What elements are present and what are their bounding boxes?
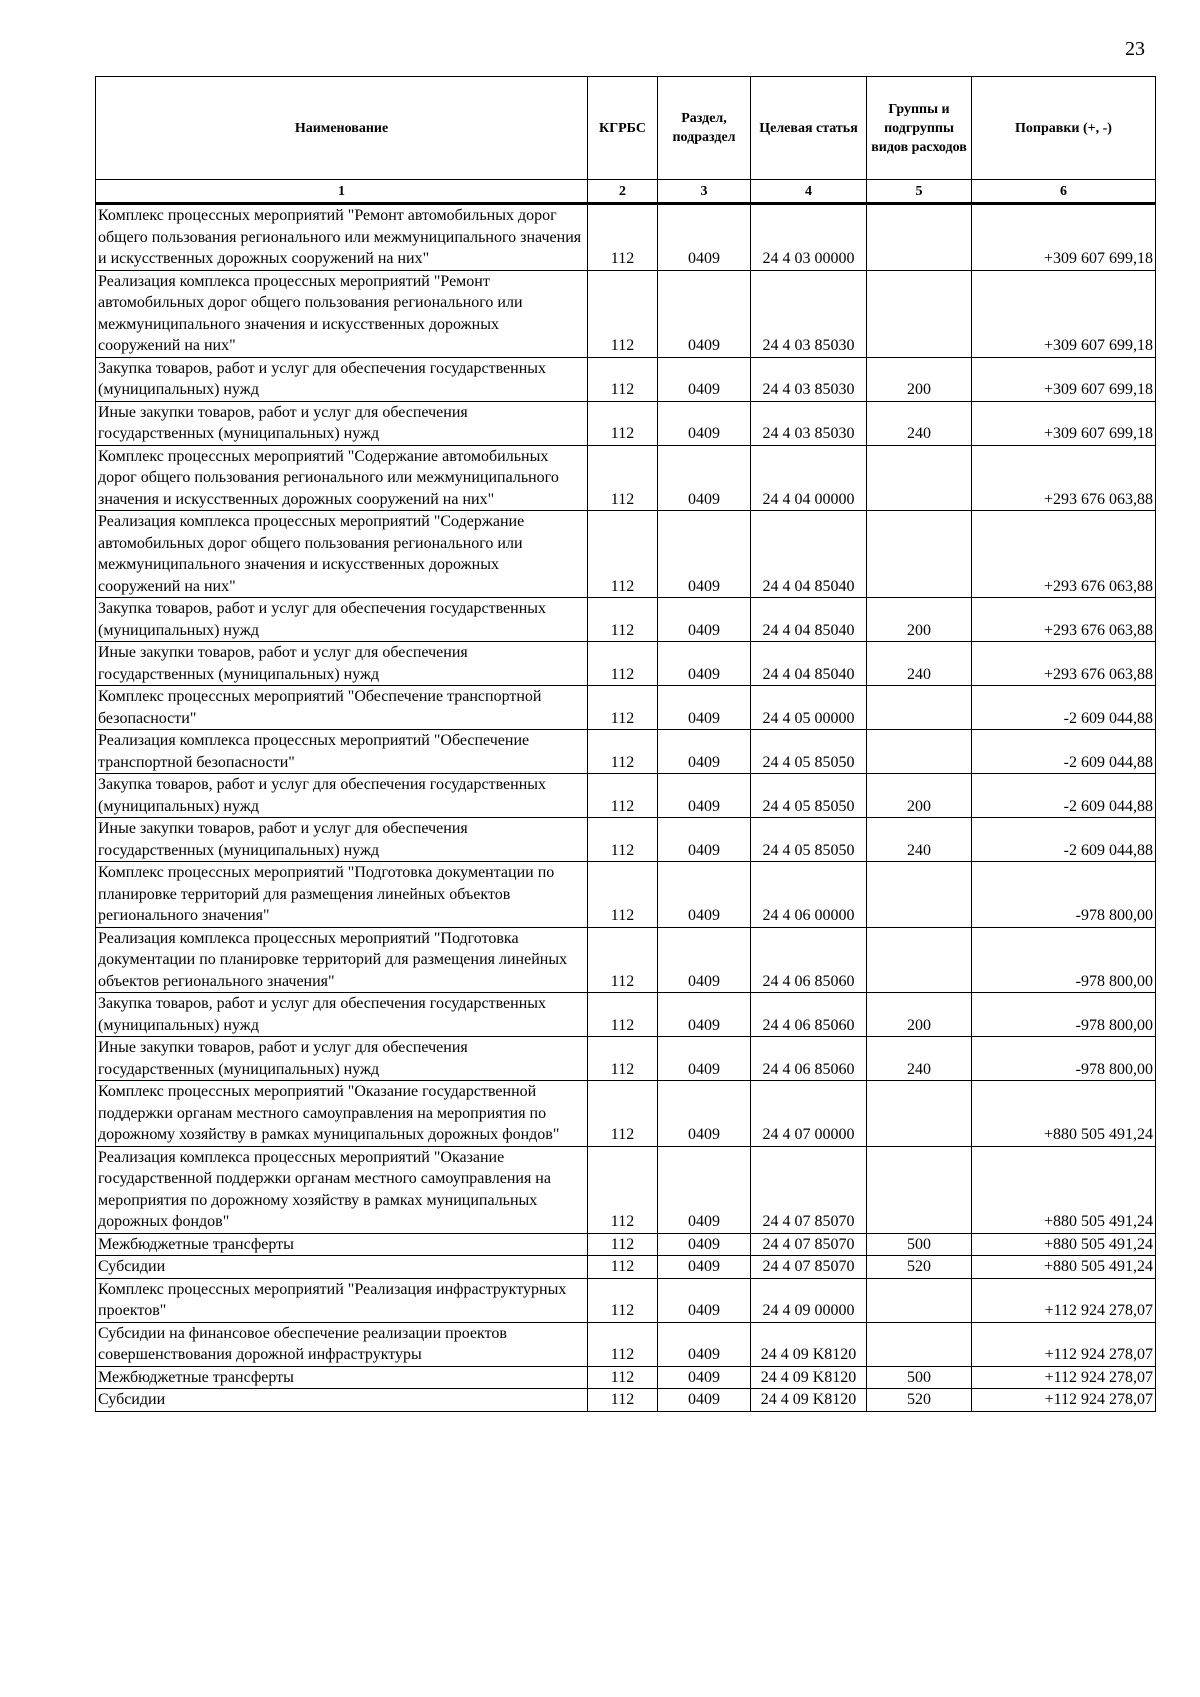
row-group: 240	[867, 1037, 972, 1081]
row-target: 24 4 03 85030	[751, 270, 867, 357]
row-target: 24 4 06 00000	[751, 862, 867, 928]
row-group: 500	[867, 1366, 972, 1389]
table-row	[96, 1389, 1156, 1412]
row-kgrbs: 112	[588, 774, 658, 818]
row-group: 520	[867, 1389, 972, 1412]
row-amount: +112 924 278,07	[972, 1278, 1156, 1322]
row-section: 0409	[658, 511, 751, 598]
column-number-row	[96, 180, 1156, 204]
row-kgrbs: 112	[588, 401, 658, 445]
row-section: 0409	[658, 1278, 751, 1322]
row-name: Реализация комплекса процессных мероприятий "Подготовка документации по планировке территорий для размещения линейных объектов регионального значения"	[96, 927, 588, 993]
row-section: 0409	[658, 927, 751, 993]
header-group: Группы и подгруппы видов расходов	[867, 77, 972, 180]
table-row	[96, 511, 1156, 598]
row-section: 0409	[658, 270, 751, 357]
row-name: Реализация комплекса процессных мероприятий "Ремонт автомобильных дорог общего пользования регионального или межмуниципального значения и искусственных дорожных сооружений на них"	[96, 270, 588, 357]
table-row	[96, 993, 1156, 1037]
row-group	[867, 445, 972, 511]
row-kgrbs: 112	[588, 204, 658, 271]
row-section: 0409	[658, 445, 751, 511]
row-kgrbs: 112	[588, 1233, 658, 1256]
row-section: 0409	[658, 1366, 751, 1389]
row-kgrbs: 112	[588, 511, 658, 598]
row-target: 24 4 04 00000	[751, 445, 867, 511]
row-section: 0409	[658, 357, 751, 401]
row-target: 24 4 09 K8120	[751, 1389, 867, 1412]
row-amount: +112 924 278,07	[972, 1389, 1156, 1412]
row-section: 0409	[658, 730, 751, 774]
row-target: 24 4 07 85070	[751, 1256, 867, 1279]
table-row	[96, 686, 1156, 730]
row-amount: +880 505 491,24	[972, 1256, 1156, 1279]
row-amount: +309 607 699,18	[972, 401, 1156, 445]
row-kgrbs: 112	[588, 270, 658, 357]
row-group	[867, 511, 972, 598]
row-kgrbs: 112	[588, 927, 658, 993]
row-target: 24 4 04 85040	[751, 598, 867, 642]
row-group	[867, 1322, 972, 1366]
table-header-row	[96, 77, 1156, 180]
table-row	[96, 1256, 1156, 1279]
row-amount: -978 800,00	[972, 927, 1156, 993]
table-row	[96, 1366, 1156, 1389]
row-group	[867, 1278, 972, 1322]
table-row	[96, 730, 1156, 774]
row-section: 0409	[658, 1233, 751, 1256]
row-name: Реализация комплекса процессных мероприятий "Оказание государственной поддержки органам местного самоуправления на мероприятия по дорожному хозяйству в рамках муниципальных дорожных фондов"	[96, 1146, 588, 1233]
row-group	[867, 862, 972, 928]
row-amount: +293 676 063,88	[972, 445, 1156, 511]
page-number: 23	[1125, 38, 1145, 60]
row-name: Комплекс процессных мероприятий "Подготовка документации по планировке территорий для размещения линейных объектов регионального значения"	[96, 862, 588, 928]
row-group: 200	[867, 357, 972, 401]
row-kgrbs: 112	[588, 862, 658, 928]
row-name: Закупка товаров, работ и услуг для обеспечения государственных (муниципальных) нужд	[96, 598, 588, 642]
row-target: 24 4 06 85060	[751, 993, 867, 1037]
row-kgrbs: 112	[588, 445, 658, 511]
table-row	[96, 401, 1156, 445]
table-row	[96, 1278, 1156, 1322]
table-row	[96, 1233, 1156, 1256]
row-kgrbs: 112	[588, 642, 658, 686]
header-section: Раздел, подраздел	[658, 77, 751, 180]
row-section: 0409	[658, 686, 751, 730]
row-name: Комплекс процессных мероприятий "Ремонт автомобильных дорог общего пользования регионального или межмуниципального значения и искусственных дорожных сооружений на них"	[96, 204, 588, 271]
row-kgrbs: 112	[588, 1278, 658, 1322]
row-kgrbs: 112	[588, 686, 658, 730]
table-row	[96, 1037, 1156, 1081]
row-kgrbs: 112	[588, 598, 658, 642]
table-row	[96, 1322, 1156, 1366]
row-amount: +293 676 063,88	[972, 511, 1156, 598]
row-section: 0409	[658, 1322, 751, 1366]
row-group	[867, 730, 972, 774]
row-name: Закупка товаров, работ и услуг для обеспечения государственных (муниципальных) нужд	[96, 993, 588, 1037]
row-name: Комплекс процессных мероприятий "Оказание государственной поддержки органам местного самоуправления на мероприятия по дорожному хозяйству в рамках муниципальных дорожных фондов"	[96, 1081, 588, 1147]
col-number: 4	[751, 180, 867, 204]
row-amount: -978 800,00	[972, 862, 1156, 928]
row-group: 520	[867, 1256, 972, 1279]
row-name: Закупка товаров, работ и услуг для обеспечения государственных (муниципальных) нужд	[96, 357, 588, 401]
row-kgrbs: 112	[588, 1322, 658, 1366]
row-target: 24 4 06 85060	[751, 1037, 867, 1081]
row-kgrbs: 112	[588, 1389, 658, 1412]
row-section: 0409	[658, 818, 751, 862]
col-number: 2	[588, 180, 658, 204]
row-amount: +880 505 491,24	[972, 1233, 1156, 1256]
row-kgrbs: 112	[588, 1037, 658, 1081]
col-number: 1	[96, 180, 588, 204]
row-group	[867, 1146, 972, 1233]
row-amount: +293 676 063,88	[972, 598, 1156, 642]
row-amount: -2 609 044,88	[972, 774, 1156, 818]
row-section: 0409	[658, 862, 751, 928]
table-row	[96, 927, 1156, 993]
row-amount: +309 607 699,18	[972, 357, 1156, 401]
row-name: Реализация комплекса процессных мероприятий "Обеспечение транспортной безопасности"	[96, 730, 588, 774]
row-section: 0409	[658, 1389, 751, 1412]
table-row	[96, 598, 1156, 642]
row-target: 24 4 05 00000	[751, 686, 867, 730]
col-number: 3	[658, 180, 751, 204]
row-section: 0409	[658, 993, 751, 1037]
row-amount: +880 505 491,24	[972, 1146, 1156, 1233]
row-target: 24 4 07 85070	[751, 1146, 867, 1233]
row-group	[867, 927, 972, 993]
row-amount: +309 607 699,18	[972, 270, 1156, 357]
table-row	[96, 642, 1156, 686]
row-amount: +293 676 063,88	[972, 642, 1156, 686]
row-amount: +309 607 699,18	[972, 204, 1156, 271]
row-group: 500	[867, 1233, 972, 1256]
row-target: 24 4 04 85040	[751, 511, 867, 598]
col-number: 6	[972, 180, 1156, 204]
row-target: 24 4 07 00000	[751, 1081, 867, 1147]
row-target: 24 4 05 85050	[751, 774, 867, 818]
row-amount: +880 505 491,24	[972, 1081, 1156, 1147]
budget-table	[95, 76, 1156, 1412]
row-section: 0409	[658, 774, 751, 818]
row-name: Субсидии	[96, 1389, 588, 1412]
row-section: 0409	[658, 401, 751, 445]
header-target: Целевая статья	[751, 77, 867, 180]
row-name: Иные закупки товаров, работ и услуг для обеспечения государственных (муниципальных) нужд	[96, 401, 588, 445]
row-group	[867, 204, 972, 271]
row-kgrbs: 112	[588, 818, 658, 862]
row-name: Закупка товаров, работ и услуг для обеспечения государственных (муниципальных) нужд	[96, 774, 588, 818]
row-amount: -2 609 044,88	[972, 818, 1156, 862]
header-kgrbs: КГРБС	[588, 77, 658, 180]
row-target: 24 4 09 00000	[751, 1278, 867, 1322]
row-amount: -978 800,00	[972, 1037, 1156, 1081]
row-section: 0409	[658, 1037, 751, 1081]
col-number: 5	[867, 180, 972, 204]
row-target: 24 4 09 K8120	[751, 1366, 867, 1389]
table-row	[96, 270, 1156, 357]
header-amount: Поправки (+, -)	[972, 77, 1156, 180]
row-target: 24 4 07 85070	[751, 1233, 867, 1256]
row-group: 200	[867, 993, 972, 1037]
row-name: Межбюджетные трансферты	[96, 1366, 588, 1389]
table-row	[96, 357, 1156, 401]
row-kgrbs: 112	[588, 1366, 658, 1389]
row-kgrbs: 112	[588, 993, 658, 1037]
table-row	[96, 818, 1156, 862]
row-kgrbs: 112	[588, 1256, 658, 1279]
table-row	[96, 204, 1156, 271]
row-name: Реализация комплекса процессных мероприятий "Содержание автомобильных дорог общего пользования регионального или межмуниципального значения и искусственных дорожных сооружений на них"	[96, 511, 588, 598]
table-row	[96, 862, 1156, 928]
row-name: Субсидии на финансовое обеспечение реализации проектов совершенствования дорожной инфраструктуры	[96, 1322, 588, 1366]
row-section: 0409	[658, 642, 751, 686]
row-name: Комплекс процессных мероприятий "Реализация инфраструктурных проектов"	[96, 1278, 588, 1322]
row-name: Межбюджетные трансферты	[96, 1233, 588, 1256]
row-target: 24 4 09 K8120	[751, 1322, 867, 1366]
table-row	[96, 774, 1156, 818]
header-name: Наименование	[96, 77, 588, 180]
row-group	[867, 686, 972, 730]
row-target: 24 4 04 85040	[751, 642, 867, 686]
row-name: Иные закупки товаров, работ и услуг для обеспечения государственных (муниципальных) нужд	[96, 1037, 588, 1081]
row-target: 24 4 03 85030	[751, 357, 867, 401]
table-row	[96, 1146, 1156, 1233]
row-amount: -2 609 044,88	[972, 686, 1156, 730]
row-group	[867, 1081, 972, 1147]
row-group: 240	[867, 642, 972, 686]
table-row	[96, 1081, 1156, 1147]
row-section: 0409	[658, 1256, 751, 1279]
row-target: 24 4 05 85050	[751, 730, 867, 774]
row-name: Комплекс процессных мероприятий "Содержание автомобильных дорог общего пользования регионального или межмуниципального значения и искусственных дорожных сооружений на них"	[96, 445, 588, 511]
row-name: Субсидии	[96, 1256, 588, 1279]
table-row	[96, 445, 1156, 511]
row-amount: +112 924 278,07	[972, 1366, 1156, 1389]
row-section: 0409	[658, 204, 751, 271]
row-amount: -978 800,00	[972, 993, 1156, 1037]
row-group: 200	[867, 774, 972, 818]
row-amount: +112 924 278,07	[972, 1322, 1156, 1366]
row-group: 240	[867, 818, 972, 862]
row-group: 240	[867, 401, 972, 445]
row-name: Комплекс процессных мероприятий "Обеспечение транспортной безопасности"	[96, 686, 588, 730]
row-target: 24 4 03 85030	[751, 401, 867, 445]
row-target: 24 4 06 85060	[751, 927, 867, 993]
row-target: 24 4 05 85050	[751, 818, 867, 862]
row-target: 24 4 03 00000	[751, 204, 867, 271]
row-amount: -2 609 044,88	[972, 730, 1156, 774]
row-section: 0409	[658, 1081, 751, 1147]
row-kgrbs: 112	[588, 1146, 658, 1233]
row-kgrbs: 112	[588, 357, 658, 401]
row-name: Иные закупки товаров, работ и услуг для обеспечения государственных (муниципальных) нужд	[96, 818, 588, 862]
row-section: 0409	[658, 598, 751, 642]
row-section: 0409	[658, 1146, 751, 1233]
row-group	[867, 270, 972, 357]
row-kgrbs: 112	[588, 730, 658, 774]
row-name: Иные закупки товаров, работ и услуг для обеспечения государственных (муниципальных) нужд	[96, 642, 588, 686]
row-kgrbs: 112	[588, 1081, 658, 1147]
row-group: 200	[867, 598, 972, 642]
